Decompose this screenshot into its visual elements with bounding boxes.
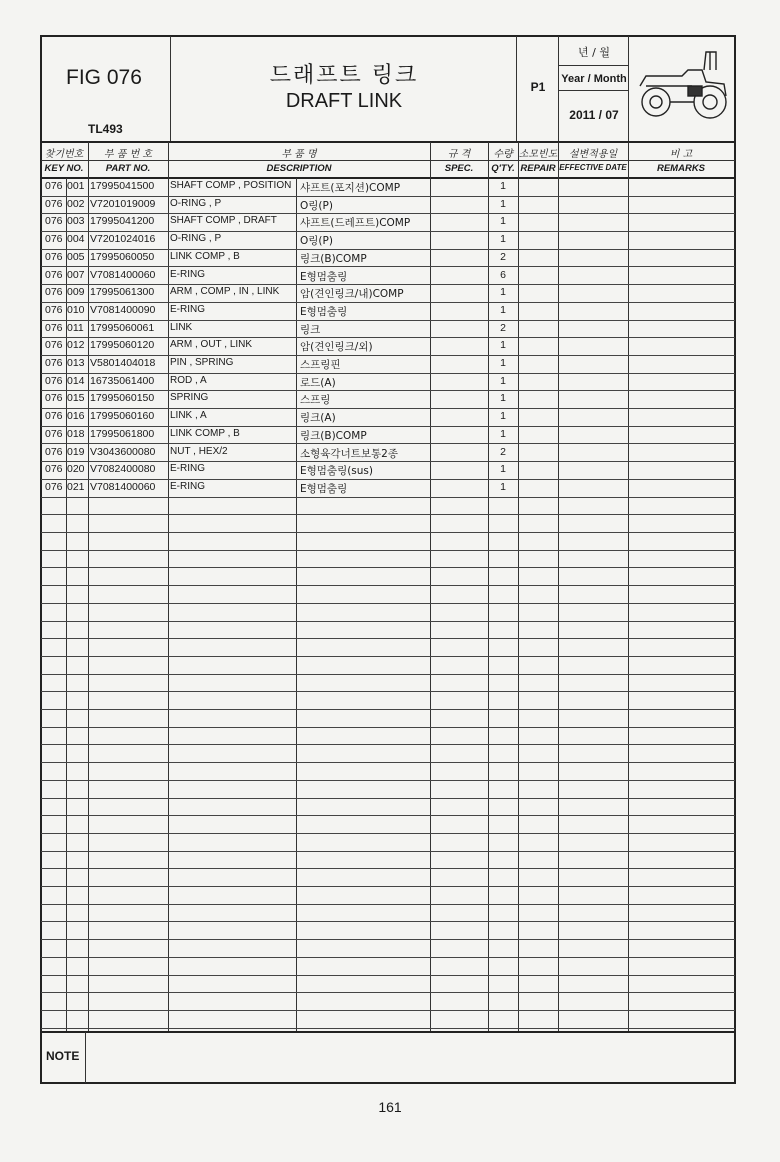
figure-code: 076 [45,339,63,351]
figure-code: 076 [45,269,63,281]
key-number: 002 [67,198,85,210]
table-row-line [41,833,735,834]
key-number: 018 [67,428,85,440]
col-part-no: PART NO. [105,163,151,174]
table-row [42,249,734,267]
col-effective-date: EFFECTIVE DATE [559,163,627,172]
figure-code: 076 [45,180,63,192]
table-row [42,355,734,373]
description-english: SHAFT COMP , POSITION [170,180,292,191]
col-spec-korean: 규 격 [447,149,471,160]
description-english: PIN , SPRING [170,357,234,368]
table-row-line [41,762,735,763]
table-row-line [41,957,735,958]
part-number: V5801404018 [90,357,156,369]
table-row-line [41,780,735,781]
table-row-line [41,1010,735,1011]
tractor-icon [632,46,732,134]
table-row-line [41,1028,735,1029]
key-number: 007 [67,269,85,281]
table-row-line [41,939,735,940]
table-row [42,337,734,355]
part-number: V7081400060 [90,481,156,493]
table-row [42,178,734,196]
figure-code: 076 [45,198,63,210]
quantity: 1 [500,233,506,245]
key-number: 015 [67,392,85,404]
col-key-korean: 찾기번호 [44,149,84,160]
table-row [42,408,734,426]
figure-code: 076 [45,410,63,422]
year-month-label-korean: 년 / 월 [578,46,610,59]
description-korean: E형멈춤링(sus) [300,465,373,477]
description-english: SHAFT COMP , DRAFT [170,215,277,226]
quantity: 6 [500,269,506,281]
key-number: 004 [67,233,85,245]
table-row-line [41,868,735,869]
part-number: V7082400080 [90,463,156,475]
quantity: 1 [500,392,506,404]
description-korean: 로드(A) [300,377,336,389]
description-korean: 소형육각너트보통2종 [300,448,398,460]
table-row [42,390,734,408]
table-row-line [41,532,735,533]
col-qty: Q'TY. [491,163,515,174]
col-spec: SPEC. [444,163,474,174]
page-title-korean: 드래프트 링크 [269,63,419,88]
description-english: O-RING , P [170,233,222,244]
table-row [42,320,734,338]
quantity: 1 [500,357,506,369]
description-korean: O링(P) [300,235,333,247]
table-row [42,267,734,285]
description-korean: 암(견인링크/내)COMP [300,288,404,300]
figure-code: 076 [45,375,63,387]
description-english: NUT , HEX/2 [170,446,228,457]
figure-code: 076 [45,428,63,440]
table-row-line [41,921,735,922]
table-row-line [41,638,735,639]
part-number: V7081400060 [90,269,156,281]
table-row-line [41,585,735,586]
col-description: DESCRIPTION [266,163,332,174]
table-row [42,231,734,249]
col-repair: REPAIR [520,163,556,174]
description-english: E-RING [170,269,205,280]
column-header-divider [41,160,735,161]
table-row-line [41,815,735,816]
figure-code: 076 [45,233,63,245]
description-korean: 샤프트(포지션)COMP [300,182,401,194]
part-number: 16735061400 [90,375,155,387]
quantity: 1 [500,481,506,493]
table-row [42,196,734,214]
description-english: LINK COMP , B [170,428,240,439]
description-korean: E형멈춤링 [300,306,348,318]
table-row-line [41,851,735,852]
part-number: 17995061800 [90,428,155,440]
table-row [42,426,734,444]
table-row-line [41,567,735,568]
table-row-line [41,709,735,710]
quantity: 1 [500,428,506,440]
description-english: ARM , OUT , LINK [170,339,253,350]
table-row-line [41,992,735,993]
quantity: 2 [500,322,506,334]
description-korean: 링크(B)COMP [300,253,367,265]
table-row-line [41,550,735,551]
header-divider [170,36,171,141]
quantity: 1 [500,286,506,298]
description-korean: E형멈춤링 [300,271,348,283]
key-number: 021 [67,481,85,493]
figure-code: 076 [45,304,63,316]
description-korean: 링크(B)COMP [300,430,367,442]
description-korean: 링크(A) [300,412,336,424]
quantity: 1 [500,180,506,192]
key-number: 001 [67,180,85,192]
table-row [42,373,734,391]
description-korean: 링크 [300,324,321,336]
figure-code: 076 [45,215,63,227]
page-code: P1 [530,80,546,94]
figure-code: 076 [45,286,63,298]
key-number: 020 [67,463,85,475]
description-english: LINK COMP , B [170,251,240,262]
model-code: TL493 [88,122,123,136]
figure-code: 076 [45,251,63,263]
table-row-line [41,727,735,728]
col-qty-korean: 수량 [493,149,513,160]
table-row [42,284,734,302]
part-number: 17995060160 [90,410,155,422]
description-korean: 스프링핀 [300,359,341,371]
header-divider [559,65,628,66]
quantity: 2 [500,251,506,263]
description-korean: E형멈춤링 [300,483,348,495]
table-row-line [41,798,735,799]
description-korean: 스프링 [300,394,331,406]
col-key-no: KEY NO. [44,163,84,174]
part-number: 17995041500 [90,180,155,192]
description-english: E-RING [170,481,205,492]
table-row [42,302,734,320]
key-number: 009 [67,286,85,298]
col-part-korean: 부 품 번 호 [103,149,153,160]
table-row-line [41,975,735,976]
description-english: E-RING [170,463,205,474]
table-row [42,213,734,231]
figure-code: 076 [45,463,63,475]
quantity: 1 [500,375,506,387]
table-row-line [41,744,735,745]
year-month-label: Year / Month [561,73,627,85]
issue-date: 2011 / 07 [569,108,619,122]
part-number: 17995060061 [90,322,155,334]
part-number: 17995041200 [90,215,155,227]
key-number: 016 [67,410,85,422]
part-number: V7201019009 [90,198,156,210]
description-korean: O링(P) [300,200,333,212]
description-english: LINK , A [170,410,207,421]
note-label: NOTE [46,1049,80,1063]
description-english: E-RING [170,304,205,315]
note-top [41,1031,735,1033]
header-divider [559,90,628,91]
description-english: LINK [170,322,193,333]
table-row-line [41,497,735,498]
figure-code: 076 [45,322,63,334]
table-row-line [41,603,735,604]
col-desc-korean: 부 품 명 [281,149,317,160]
description-korean: 암(견인링크/외) [300,341,373,353]
col-remarks: REMARKS [656,163,706,174]
key-number: 010 [67,304,85,316]
page-title: DRAFT LINK [285,90,403,112]
key-number: 019 [67,446,85,458]
table-row [42,444,734,462]
part-number: 17995060120 [90,339,155,351]
part-number: 17995060050 [90,251,155,263]
description-korean: 샤프트(드레프트)COMP [300,217,411,229]
part-number: V7201024016 [90,233,156,245]
table-row-line [41,904,735,905]
quantity: 1 [500,215,506,227]
quantity: 1 [500,339,506,351]
key-number: 005 [67,251,85,263]
table-row-line [41,656,735,657]
description-english: O-RING , P [170,198,222,209]
page-number: 161 [378,1099,402,1115]
key-number: 011 [67,322,84,334]
quantity: 1 [500,198,506,210]
table-row-line [41,691,735,692]
figure-number: FIG 076 [66,66,142,89]
part-number: 17995060150 [90,392,155,404]
key-number: 012 [67,339,85,351]
key-number: 014 [67,375,85,387]
col-repair-korean: 소모빈도 [518,149,558,160]
table-row-line [41,621,735,622]
quantity: 2 [500,446,506,458]
figure-code: 076 [45,392,63,404]
header-bottom [41,141,735,143]
table-row [42,461,734,479]
key-number: 013 [67,357,85,369]
part-number: 17995061300 [90,286,155,298]
figure-code: 076 [45,446,63,458]
description-english: SPRING [170,392,209,403]
note-divider [85,1032,86,1083]
key-number: 003 [67,215,85,227]
quantity: 1 [500,304,506,316]
quantity: 1 [500,410,506,422]
part-number: V3043600080 [90,446,156,458]
description-english: ROD , A [170,375,207,386]
table-row-line [41,674,735,675]
table-row-line [41,886,735,887]
col-effective-korean: 설변적용일 [568,149,618,160]
table-row-line [41,514,735,515]
description-english: ARM , COMP , IN , LINK [170,286,280,297]
figure-code: 076 [45,357,63,369]
table-row [42,479,734,497]
part-number: V7081400090 [90,304,156,316]
quantity: 1 [500,463,506,475]
figure-code: 076 [45,481,63,493]
col-remarks-korean: 비 고 [669,149,693,160]
